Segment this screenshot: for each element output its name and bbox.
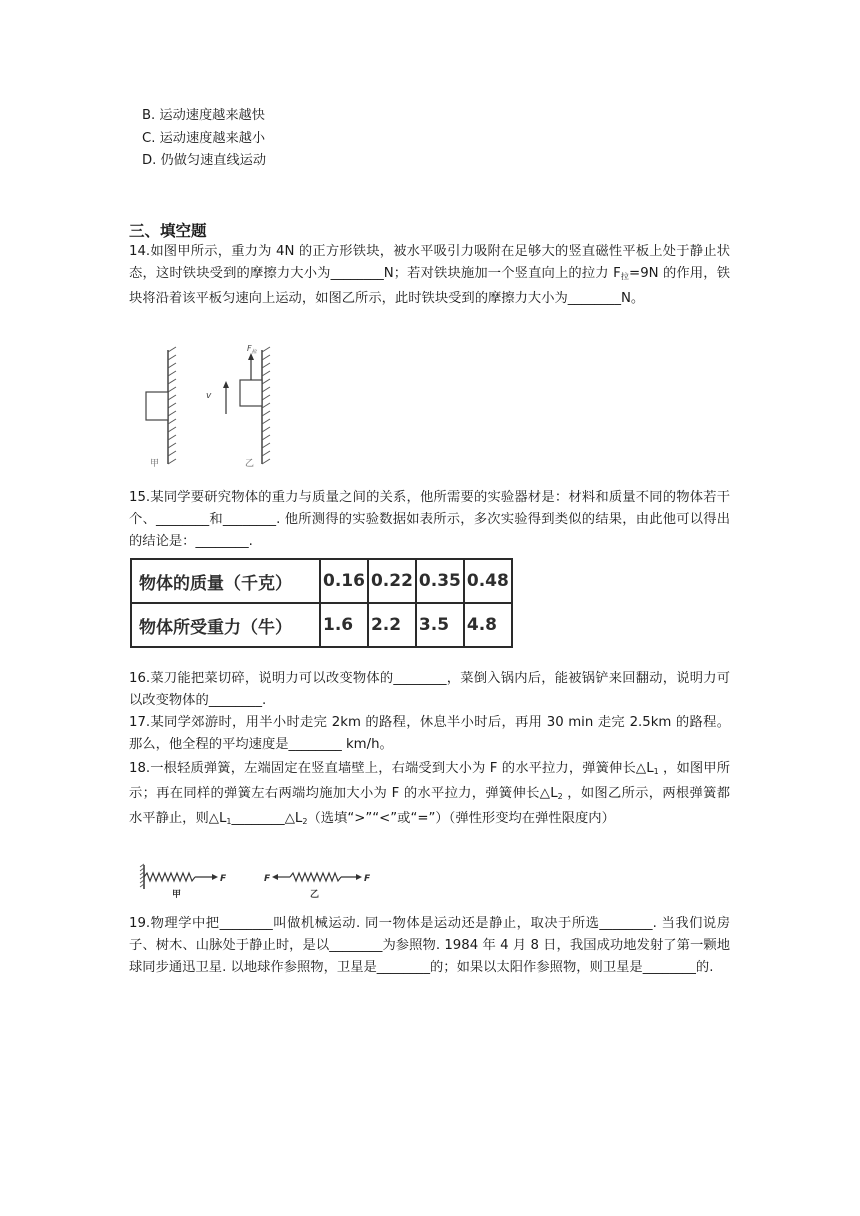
arrow-yi-right-head: [356, 874, 362, 880]
table-header-weight: 物体所受重力（牛）: [131, 603, 320, 647]
velocity-arrow-head: [223, 381, 229, 388]
q18-text-1: 18.一根轻质弹簧，左端固定在竖直墙壁上，右端受到大小为 F 的水平拉力，弹簧伸长△L: [129, 761, 654, 776]
block-yi: [240, 380, 262, 406]
q14-text-a: 14.如图甲所示，重力为 4N 的正方形铁块，被水平吸引力吸附在足够大的竖直磁性平板上处于静止状态，这时铁块受到的摩擦力大小为________N；若对铁块施加一个竖直向上的拉力 F: [129, 244, 730, 282]
label-yi-spring: 乙: [310, 890, 320, 900]
label-f-left: F: [264, 874, 271, 884]
spring-figure: [130, 855, 378, 903]
table-cell: 3.5: [416, 603, 464, 647]
question-15: 15.某同学要研究物体的重力与质量之间的关系，他所需要的实验器材是：材料和质量不同的物体若干个、________和________. 他所测得的实验数据如表所示，多次实验得到类似的结果，由此他可以得出的结论是：________.: [129, 490, 730, 550]
label-jia: 甲: [150, 459, 160, 469]
table-row: [131, 559, 512, 603]
label-f-jia: F: [220, 874, 227, 884]
label-yi: 乙: [245, 459, 255, 469]
question-14: [129, 241, 730, 311]
option-b: B. 运动速度越来越快: [142, 108, 265, 123]
q18-text-5: （选填“>”“<”或“=”）（弹性形变均在弹性限度内）: [307, 811, 615, 827]
label-f: $F_拉$: [247, 344, 257, 355]
table-cell: 0.35: [416, 559, 464, 603]
spring-yi: [290, 873, 341, 881]
label-f-right: F: [364, 874, 371, 884]
table-header-mass: 物体的质量（千克）: [131, 559, 320, 603]
mass-weight-table: [130, 558, 513, 648]
table-cell: 4.8: [464, 603, 512, 647]
q18-text-2: ，如图甲所示；再在同样的弹簧左右两端均施加大小为 F 的水平拉力，弹簧伸长△L: [129, 761, 730, 802]
table-cell: 2.2: [368, 603, 416, 647]
q18-sub-2: 2: [557, 792, 563, 802]
option-c: C. 运动速度越来越小: [142, 131, 266, 146]
table-cell: 0.16: [320, 559, 368, 603]
question-17: 17.某同学郊游时，用半小时走完 2km 的路程，休息半小时后，再用 30 min 走完 2.5km 的路程。那么，他全程的平均速度是________ km/h。: [129, 715, 730, 753]
section-title: 三、填空题: [129, 222, 207, 240]
label-v: v: [206, 391, 212, 401]
q18-sub-1: 1: [653, 767, 659, 776]
label-jia-spring: 甲: [172, 890, 182, 900]
q14-text-b: =9N 的作用，铁块将沿着该平板匀速向上运动，如图乙所示，此时铁块受到的摩擦力大小为________N。: [129, 266, 731, 307]
wall-yi-hatch: [262, 347, 270, 464]
spring-jia: [144, 873, 195, 881]
option-d: D. 仍做匀速直线运动: [142, 153, 267, 168]
question-16: 16.菜刀能把菜切碎，说明力可以改变物体的________，菜倒入锅内后，能被锅铲来回翻动，说明力可以改变物体的________.: [129, 671, 730, 709]
question-19: 19.物理学中把________叫做机械运动. 同一物体是运动还是静止，取决于所选________. 当我们说房子、树木、山脉处于静止时，是以________为参照物. 1984 年 4 月 8 日，我国成功地发射了第一颗地球同步通迅卫星. 以地球作参照物，卫星是________的；如果以太阳作参照物，则卫星是________的.: [129, 916, 730, 976]
q18-sub-3: 1: [226, 817, 232, 827]
block-jia: [146, 392, 168, 420]
q18-text-4: ________△L: [231, 811, 303, 827]
table-cell: 0.48: [464, 559, 512, 603]
q14-figure: [140, 340, 290, 472]
q18-text-3: ，如图乙所示，两根弹簧都水平静止，则△L: [129, 786, 730, 827]
wall-jia-hatch: [168, 347, 176, 464]
table-cell: 1.6: [320, 603, 368, 647]
table-cell: 0.22: [368, 559, 416, 603]
question-18: [129, 758, 730, 834]
q14-subscript: 拉: [620, 272, 630, 282]
table-row: [131, 603, 512, 647]
arrow-jia-head: [212, 874, 218, 880]
q18-sub-4: 2: [302, 817, 308, 827]
